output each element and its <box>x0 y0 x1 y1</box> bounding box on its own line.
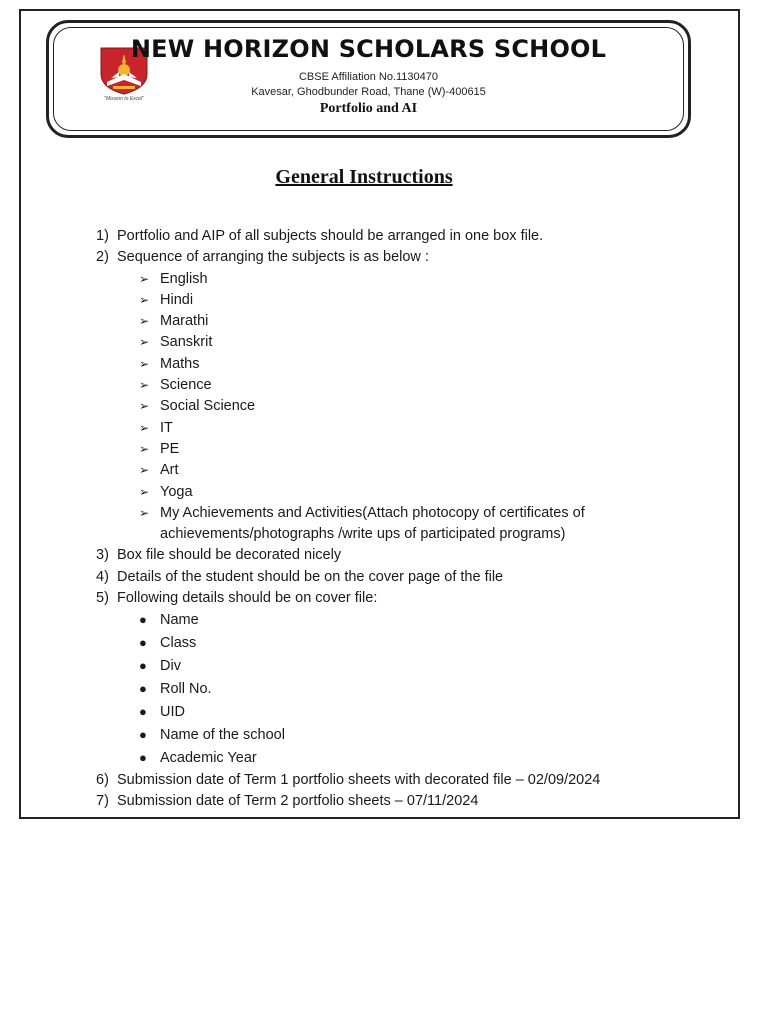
subject-name: Yoga <box>160 483 193 500</box>
arrow-bullet-icon: ➢ <box>139 420 150 435</box>
arrow-bullet-icon: ➢ <box>139 314 150 329</box>
list-item <box>96 678 716 701</box>
subject-name: Marathi <box>160 313 209 330</box>
dot-bullet-icon: ● <box>139 726 147 742</box>
instruction-number: 2) <box>96 249 109 266</box>
list-item <box>96 354 716 375</box>
instruction-text: Portfolio and AIP of all subjects should be arranged in one box file. <box>117 228 544 244</box>
instruction-item <box>96 226 716 247</box>
instruction-number: 3) <box>96 547 109 564</box>
subject-name: Social Science <box>160 398 256 415</box>
subject-name: Hindi <box>160 291 194 308</box>
dot-bullet-icon: ● <box>139 703 147 719</box>
dot-bullet-icon: ● <box>139 612 147 628</box>
list-item <box>96 418 716 439</box>
instruction-number: 4) <box>96 568 109 585</box>
instruction-item <box>96 770 716 791</box>
list-item <box>96 311 716 332</box>
list-item <box>96 655 716 678</box>
subject-name: IT <box>160 419 173 436</box>
instruction-text: Following details should be on cover file: <box>117 590 378 607</box>
instruction-item <box>96 588 716 609</box>
instruction-number: 6) <box>96 771 109 788</box>
arrow-bullet-icon: ➢ <box>139 463 150 478</box>
arrow-bullet-icon: ➢ <box>139 484 150 499</box>
cover-detail: Div <box>160 658 181 675</box>
list-item <box>96 701 716 724</box>
cover-details-list <box>96 609 716 769</box>
instruction-number: 7) <box>96 792 109 809</box>
instruction-item <box>96 791 716 812</box>
subject-name: Sanskrit <box>160 334 213 351</box>
school-address: Kavesar, Ghodbunder Road, Thane (W)-400615 <box>251 86 486 98</box>
dot-bullet-icon: ● <box>139 749 147 765</box>
subject-name: Maths <box>160 355 200 372</box>
arrow-bullet-icon: ➢ <box>139 356 150 371</box>
instruction-text: Sequence of arranging the subjects is as below : <box>117 249 429 266</box>
subject-sequence-list <box>96 269 716 546</box>
subject-name: My Achievements and Activities(Attach photocopy of certificates of <box>160 504 585 521</box>
subject-name: Science <box>160 377 212 394</box>
arrow-bullet-icon: ➢ <box>139 335 150 350</box>
arrow-bullet-icon: ➢ <box>139 399 150 414</box>
list-item <box>96 396 716 417</box>
list-item <box>96 482 716 503</box>
instruction-text: Submission date of Term 2 portfolio sheets – 07/11/2024 <box>117 792 479 809</box>
instruction-text: Details of the student should be on the cover page of the file <box>117 568 504 585</box>
affiliation-number: CBSE Affiliation No.1130470 <box>298 71 439 83</box>
list-item <box>96 632 716 655</box>
instructions-list <box>96 226 716 812</box>
list-item <box>96 332 716 353</box>
arrow-bullet-icon: ➢ <box>139 378 150 393</box>
page-heading: General Instructions <box>275 166 453 188</box>
list-item <box>96 609 716 632</box>
list-item <box>96 269 716 290</box>
instruction-number: 5) <box>96 590 109 607</box>
school-header <box>46 20 691 138</box>
instruction-item <box>96 545 716 566</box>
school-name: NEW HORIZON SCHOLARS SCHOOL <box>130 35 607 63</box>
subject-name: PE <box>160 440 180 457</box>
list-item <box>96 375 716 396</box>
subject-name: English <box>160 270 208 287</box>
dot-bullet-icon: ● <box>139 635 147 651</box>
cover-detail: Class <box>160 635 197 652</box>
list-item <box>96 503 716 524</box>
dot-bullet-icon: ● <box>139 658 147 674</box>
list-item <box>96 439 716 460</box>
list-item <box>96 724 716 747</box>
arrow-bullet-icon: ➢ <box>139 292 150 307</box>
document-subtitle: Portfolio and AI <box>319 101 418 116</box>
list-item-continuation: achievements/photographs /write ups of participated programs) <box>160 526 566 543</box>
cover-detail: Academic Year <box>160 749 257 766</box>
instruction-item <box>96 247 716 268</box>
cover-detail: Name of the school <box>160 726 285 743</box>
instruction-text: Box file should be decorated nicely <box>117 547 342 564</box>
cover-detail: Roll No. <box>160 681 212 698</box>
instruction-item <box>96 567 716 588</box>
subject-name: Art <box>160 462 179 479</box>
instruction-number: 1) <box>96 228 109 244</box>
logo-motto: "Mission to Excel" <box>104 96 144 102</box>
arrow-bullet-icon: ➢ <box>139 505 150 520</box>
arrow-bullet-icon: ➢ <box>139 271 150 286</box>
dot-bullet-icon: ● <box>139 681 147 697</box>
cover-detail: Name <box>160 612 199 629</box>
list-item <box>96 747 716 770</box>
list-item <box>96 460 716 481</box>
arrow-bullet-icon: ➢ <box>139 441 150 456</box>
cover-detail: UID <box>160 703 185 720</box>
list-item <box>96 290 716 311</box>
instruction-text: Submission date of Term 1 portfolio sheets with decorated file – 02/09/2024 <box>117 771 601 788</box>
